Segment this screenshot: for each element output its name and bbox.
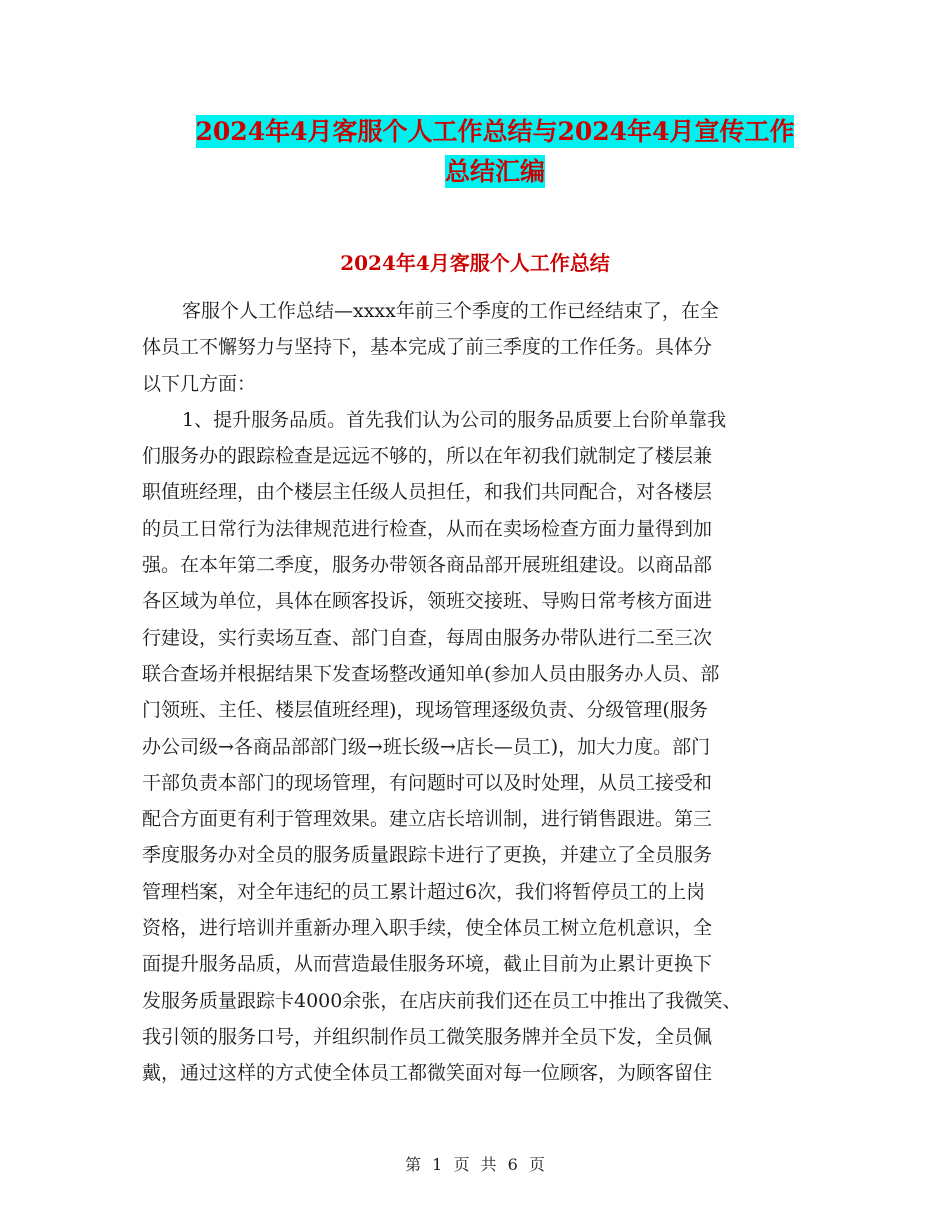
text-line: 客服个人工作总结—xxxx年前三个季度的工作已经结束了，在全 [182, 300, 719, 322]
text-line: 的员工日常行为法律规范进行检查，从而在卖场检查方面力量得到加 [142, 517, 713, 540]
text-line: 体员工不懈努力与坚持下，基本完成了前三季度的工作任务。具体分 [142, 336, 713, 359]
text-line: 强。在本年第二季度，服务办带领各商品部开展班组建设。以商品部 [142, 554, 713, 577]
text-line: 各区域为单位，具体在顾客投诉，领班交接班、导购日常考核方面进 [142, 590, 713, 613]
text-line: 门领班、主任、楼层值班经理)，现场管理逐级负责、分级管理(服务 [142, 699, 708, 722]
text-line: 季度服务办对全员的服务质量跟踪卡进行了更换，并建立了全员服务 [142, 844, 713, 867]
title-line-1: 2024年4月客服个人工作总结与2024年4月宣传工作 [195, 117, 795, 146]
title-line-2: 总结汇编 [444, 157, 545, 186]
text-line: 戴，通过这样的方式使全体员工都微笑面对每一位顾客，为顾客留住 [142, 1062, 713, 1085]
text-line: 资格，进行培训并重新办理入职手续，使全体员工树立危机意识，全 [142, 917, 713, 940]
text-line: 行建设，实行卖场互查、部门自查，每周由服务办带队进行二至三次 [142, 626, 713, 649]
text-line: 面提升服务品质，从而营造最佳服务环境，截止目前为止累计更换下 [142, 953, 713, 976]
text-line: 管理档案，对全年违纪的员工累计超过6次，我们将暂停员工的上岗 [142, 880, 706, 903]
text-line: 以下几方面： [142, 372, 257, 395]
text-line: 们服务办的跟踪检查是远远不够的，所以在年初我们就制定了楼层兼 [142, 445, 713, 468]
text-line: 配合方面更有利于管理效果。建立店长培训制，进行销售跟进。第三 [142, 808, 713, 831]
text-line: 办公司级→各商品部部门级→班长级→店长—员工)，加大力度。部门 [142, 735, 711, 758]
page-number-footer: 第 1 页 共 6 页 [405, 1155, 545, 1174]
text-line: 职值班经理，由个楼层主任级人员担任，和我们共同配合，对各楼层 [142, 481, 713, 504]
text-line: 1、提升服务品质。首先我们认为公司的服务品质要上台阶单靠我 [182, 408, 727, 431]
body-text [142, 293, 810, 1092]
text-line: 我引领的服务口号，并组织制作员工微笑服务牌并全员下发，全员佩 [142, 1025, 713, 1048]
section-title: 2024年4月客服个人工作总结 [340, 251, 610, 275]
text-line: 干部负责本部门的现场管理，有问题时可以及时处理，从员工接受和 [142, 771, 713, 794]
text-line: 联合查场并根据结果下发查场整改通知单(参加人员由服务办人员、部 [142, 662, 720, 685]
document-title [140, 112, 850, 192]
text-line: 发服务质量跟踪卡4000余张，在店庆前我们还在员工中推出了我微笑、 [142, 989, 742, 1012]
